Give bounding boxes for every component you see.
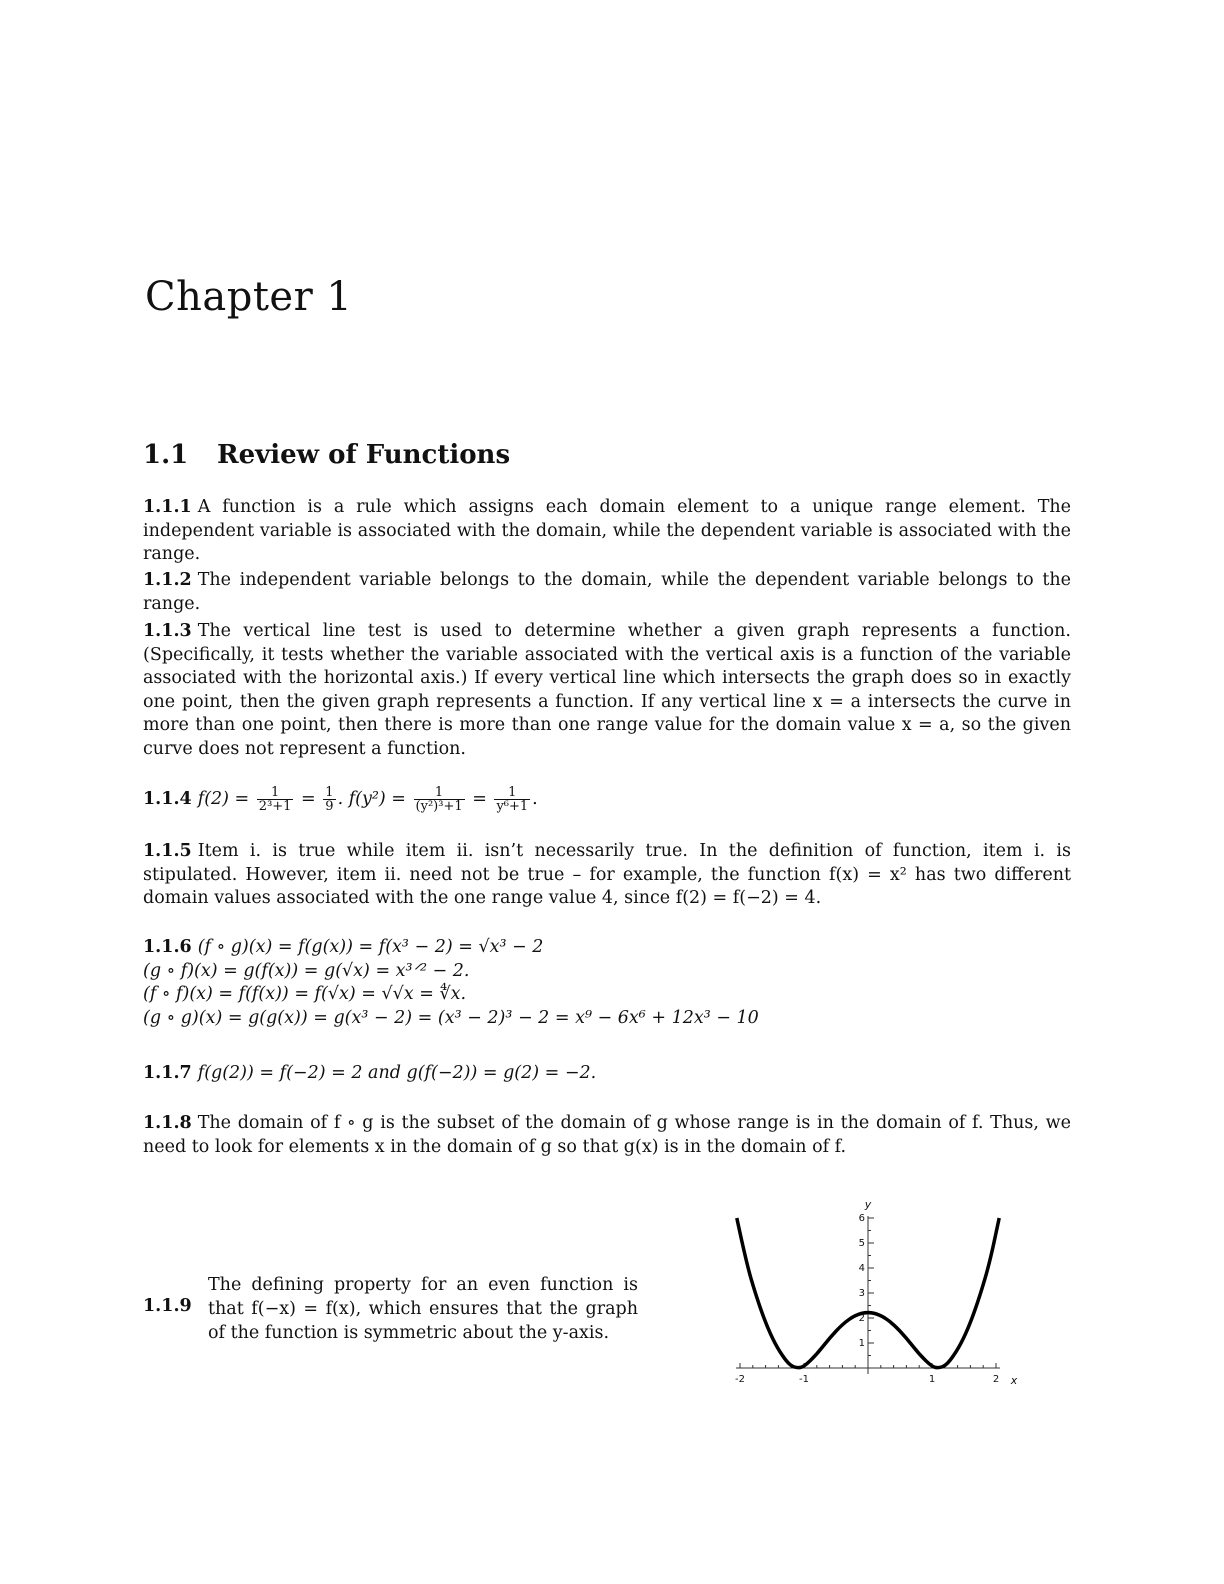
composition-g-g: (g ∘ g)(x) = g(g(x)) = g(x³ − 2) = (x³ − 2)³ − 2 = x⁹ − 6x⁶ + 12x³ − 10 [143,1007,759,1028]
math-mid: . f(y²) = [337,789,406,809]
math-lhs: f(2) = [197,789,250,809]
item-1-1-7 [143,1062,1071,1086]
fraction [257,786,294,813]
item-text: Item i. is true while item ii. isn’t necessarily true. In the definition of function, item i. is stipulated. However, item ii. need not be true – for example, the function f(x) = x² has two different domain values associated with the one range value 4, since f(2) = f(−2) = 4. [143,841,1071,909]
denominator: y⁶+1 [496,799,529,814]
equals: = [472,789,487,809]
item-1-1-1 [143,496,1071,567]
section-number: 1.1 [143,440,189,470]
item-label: 1.1.4 [143,789,192,809]
item-text: The domain of f ∘ g is the subset of the domain of g whose range is in the domain of f. Thus, we need to look for elements x in the domain of g so that g(x) is in the domain of f. [143,1113,1071,1157]
even-function-graph [720,1200,1020,1410]
item-1-1-4 [143,786,1071,813]
fraction [494,786,530,813]
math-line [143,936,1071,960]
numerator: 1 [414,786,465,800]
item-1-1-9-text: The defining property for an even function is that f(−x) = f(x), which ensures that the graph of the function is symmetric about the y-axis. [208,1275,638,1343]
numerator: 1 [494,786,530,800]
item-label: 1.1.3 [143,621,192,641]
x-tick-label: 2 [992,1374,1000,1385]
section-title [143,440,510,470]
composition-g-f: (g ∘ f)(x) = g(f(x)) = g(√x) = x³ᐟ² − 2. [143,960,470,981]
item-1-1-6 [143,936,1071,1030]
y-tick-label: 6 [858,1213,865,1224]
y-tick-label: 3 [858,1288,865,1299]
denominator: 9 [325,799,334,814]
item-label: 1.1.6 [143,937,192,957]
item-1-1-3 [143,620,1071,762]
item-text: A function is a rule which assigns each domain element to a unique range element. The independent variable is associated with the domain, while the dependent variable is associated with the range. [143,497,1071,565]
tick-labels [735,1200,1018,1387]
y-axis-label: y [864,1200,872,1211]
fraction [414,786,465,813]
item-text: The vertical line test is used to determine whether a given graph represents a function. (Specifically, it tests whether the variable associated with the vertical axis is a function of the variable associated with the horizontal axis.) If every vertical line which intersects the graph does so in exactly one point, then the given graph represents a function. If any vertical line x = a intersects the curve in more than one point, then there is more than one range value for the domain value x = a, so the given curve does not represent a function. [143,621,1071,759]
y-tick-label: 2 [858,1313,865,1324]
fraction [323,786,335,813]
chapter-title: Chapter 1 [145,274,353,320]
y-tick-label: 4 [858,1263,865,1274]
x-tick-label: -2 [735,1374,745,1385]
composition-f-g: (f ∘ g)(x) = f(g(x)) = f(x³ − 2) = √x³ − 2 [197,937,544,957]
composition-f-f: (f ∘ f)(x) = f(f(x)) = f(√x) = √√x = ∜x. [143,984,467,1005]
numerator: 1 [257,786,294,800]
equals: = [301,789,316,809]
y-tick-label: 5 [858,1238,865,1249]
numerator: 1 [325,785,334,800]
item-label: 1.1.9 [143,1296,192,1316]
section-name: Review of Functions [217,440,511,470]
item-label: 1.1.2 [143,570,192,590]
x-tick-label: -1 [799,1374,809,1385]
period: . [532,789,538,809]
x-axis-label: x [1010,1374,1018,1387]
axes [736,1216,1000,1374]
item-1-1-8 [143,1112,1071,1159]
item-label: 1.1.7 [143,1063,192,1083]
item-label: 1.1.8 [143,1113,192,1133]
x-tick-label: 1 [928,1374,936,1385]
denominator: 2³+1 [258,799,292,814]
y-tick-label: 1 [858,1338,865,1349]
denominator: (y²)³+1 [415,799,463,814]
item-text: The independent variable belongs to the domain, while the dependent variable belongs to the range. [143,570,1071,614]
item-label: 1.1.5 [143,841,192,861]
item-text: f(g(2)) = f(−2) = 2 and g(f(−2)) = g(2) = −2. [197,1063,597,1083]
item-label: 1.1.1 [143,497,192,517]
item-1-1-5 [143,840,1071,911]
item-1-1-2 [143,569,1071,616]
